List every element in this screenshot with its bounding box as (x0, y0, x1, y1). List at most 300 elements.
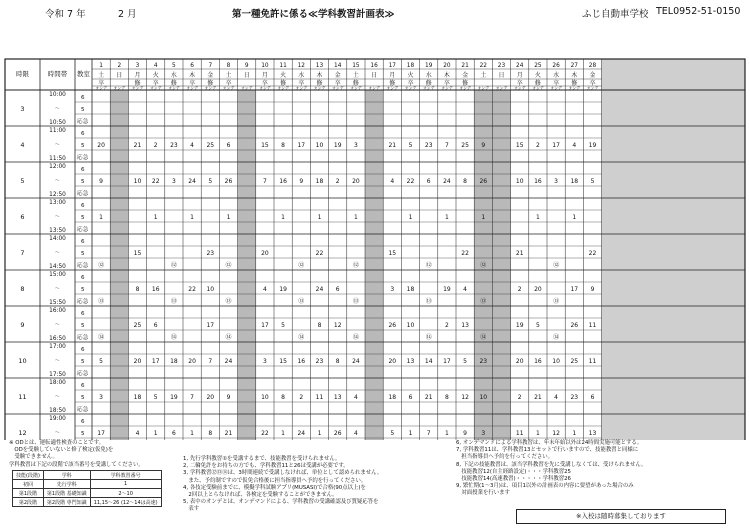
period-end: 10:50 (49, 120, 66, 126)
lesson-number: 1 (153, 214, 158, 221)
day-number: 4 (153, 63, 158, 69)
room-label: 応急 (77, 371, 89, 377)
lesson-number: 26 (388, 322, 397, 329)
time-separator: ～ (54, 106, 61, 112)
page-title: 第一種免許に係る≪学科教習計画表≫ (232, 9, 395, 20)
lesson-number: 6 (153, 322, 158, 329)
lesson-number: 10 (261, 394, 269, 401)
weekday-label: 土 (98, 72, 105, 79)
lesson-number: 17 (206, 322, 215, 329)
period-number: 11 (18, 393, 27, 401)
ondemand-label: オンデ (404, 85, 417, 91)
lesson-number: 2 (153, 142, 158, 149)
lesson-number: 20 (352, 178, 360, 185)
lesson-number: ⑫ (298, 262, 305, 269)
weekday-label: 月 (134, 72, 141, 79)
room-label: 5 (81, 395, 85, 401)
lesson-number: 12 (461, 394, 469, 401)
lesson-number: 16 (151, 286, 160, 293)
lesson-number: ⑫ (480, 262, 487, 269)
status-label: 修 (571, 80, 578, 87)
lesson-number: 1 (444, 430, 449, 437)
lesson-number: 6 (590, 394, 595, 401)
room-label: 応急 (77, 335, 89, 341)
lesson-number: 16 (534, 358, 542, 365)
ondemand-label: オンデ (95, 85, 107, 91)
day-number: 10 (261, 63, 269, 69)
lesson-number: 24 (188, 178, 196, 185)
lesson-number: 24 (443, 178, 451, 185)
status-label: 修 (170, 80, 177, 87)
lesson-number: 18 (133, 394, 142, 401)
room-label: 5 (81, 179, 85, 185)
lesson-number: 15 (279, 358, 287, 365)
lesson-number: 18 (570, 178, 579, 185)
lesson-number: 11 (515, 430, 524, 437)
period-start: 19:00 (49, 416, 66, 422)
lesson-number: 20 (388, 358, 397, 365)
lesson-number: 17 (261, 322, 269, 329)
lesson-number: 13 (406, 358, 415, 365)
ondemand-label: オンデ (550, 85, 562, 91)
lesson-number: 14 (424, 358, 433, 365)
school-name: ふじ自動車学校 (582, 9, 649, 20)
period-number: 8 (20, 285, 25, 293)
lesson-number: 18 (315, 178, 324, 185)
mid-note: 4, 各技定受験前までに、模擬学科試験アプリ(MUSASI)で合格(90点以上)を (183, 484, 366, 491)
room-label: 5 (81, 107, 85, 113)
lesson-number: 5 (463, 358, 468, 365)
ondemand-label: オンデ (477, 85, 489, 91)
room-label: 5 (81, 251, 85, 257)
lesson-number: 19 (443, 286, 451, 293)
weekday-label: 水 (170, 72, 177, 79)
ondemand-label: オンデ (423, 85, 435, 91)
lesson-number: 1 (353, 214, 358, 221)
ondemand-label: オンデ (495, 85, 508, 91)
lesson-number: 8 (317, 322, 322, 329)
status-label: 修 (534, 80, 541, 87)
ondemand-label: オンデ (368, 85, 380, 91)
time-separator: ～ (54, 178, 61, 184)
lesson-number: 26 (224, 178, 233, 185)
ondemand-label: オンデ (441, 85, 453, 91)
weekday-label: 木 (443, 72, 450, 79)
lesson-number: 20 (515, 358, 524, 365)
lesson-number: 25 (133, 322, 142, 329)
lesson-number: ⑫ (553, 262, 560, 269)
lesson-number: ⑫ (425, 262, 432, 269)
weekday-label: 日 (498, 72, 505, 79)
lesson-number: 5 (153, 394, 158, 401)
room-label: 5 (81, 215, 85, 221)
lesson-number: 19 (588, 142, 597, 149)
lesson-number: 5 (590, 178, 595, 185)
closed-day-shading (365, 90, 383, 440)
period-start: 16:00 (49, 308, 66, 314)
status-label: 卒 (589, 80, 596, 87)
room-label: 5 (81, 287, 85, 293)
lesson-number: 8 (281, 142, 286, 149)
lesson-number: 8 (463, 178, 468, 185)
room-label: 6 (81, 203, 85, 209)
weekday-label: 火 (152, 72, 159, 79)
lesson-number: 20 (534, 286, 542, 293)
weekday-label: 月 (261, 72, 268, 79)
lesson-number: 26 (479, 178, 488, 185)
lesson-number: 8 (444, 394, 449, 401)
period-end: 16:50 (49, 336, 66, 342)
day-number: 23 (497, 63, 506, 69)
lesson-number: 15 (388, 250, 397, 257)
lesson-number: ⑬ (480, 298, 487, 305)
lesson-number: 17 (151, 358, 160, 365)
lesson-number: 9 (463, 430, 468, 437)
ondemand-label: オンデ (150, 85, 162, 91)
stage-header: 学科 (43, 471, 90, 480)
middle-notes (183, 456, 382, 514)
lesson-number: 23 (479, 358, 488, 365)
stage-cell: 先行学科 (43, 480, 90, 489)
right-note: 対面授業を行います (456, 490, 510, 497)
ondemand-label: オンデ (295, 85, 307, 91)
day-number: 22 (479, 63, 487, 69)
lesson-number: ⑫ (170, 262, 177, 269)
day-number: 11 (279, 63, 287, 69)
lesson-number: 1 (317, 430, 322, 437)
lesson-number: ⑬ (225, 298, 232, 305)
lesson-number: 7 (426, 430, 431, 437)
lesson-number: 15 (261, 142, 269, 149)
lesson-number: 17 (97, 430, 105, 437)
lesson-number: ⑭ (225, 334, 232, 341)
weekday-label: 金 (589, 72, 596, 79)
status-label: 卒 (516, 80, 523, 87)
mid-note: 1, 先行学科教習①を受講するまで、技能教習を受けられません。 (183, 456, 341, 462)
lesson-number: 9 (299, 178, 304, 185)
lesson-number: 18 (406, 286, 415, 293)
lesson-number: ⑭ (425, 334, 432, 341)
weekday-label: 水 (553, 72, 560, 79)
school-phone: TEL0952-51-0150 (656, 6, 741, 17)
lesson-number: 6 (408, 394, 413, 401)
lesson-number: 18 (170, 358, 178, 365)
status-label: 修 (425, 80, 432, 87)
room-label: 応急 (77, 407, 89, 413)
day-number: 15 (352, 63, 360, 69)
lesson-number: 20 (188, 358, 196, 365)
lesson-number: 8 (208, 430, 213, 437)
lesson-number: 24 (297, 430, 306, 437)
stage-header: 技能(段階) (13, 471, 44, 480)
room-label: 5 (81, 143, 85, 149)
weekday-label: 金 (207, 72, 214, 79)
lesson-number: 1 (281, 214, 286, 221)
weekday-label: 木 (571, 72, 578, 79)
lesson-number: 20 (97, 142, 105, 149)
lesson-number: 4 (572, 142, 577, 149)
weekday-label: 土 (480, 72, 487, 79)
lesson-number: 25 (206, 142, 215, 149)
unused-area (602, 59, 745, 440)
lesson-number: 7 (190, 394, 195, 401)
day-number: 18 (406, 63, 415, 69)
day-number: 16 (370, 63, 378, 69)
lesson-number: 17 (570, 286, 579, 293)
lesson-number: 21 (388, 142, 397, 149)
lesson-number: 7 (208, 358, 213, 365)
ondemand-label: オンデ (168, 85, 180, 91)
lesson-number: 1 (281, 430, 286, 437)
lesson-number: 11 (588, 358, 597, 365)
lesson-number: 3 (390, 286, 395, 293)
lesson-number: ⑭ (352, 334, 359, 341)
lesson-number: 24 (352, 358, 360, 365)
lesson-number: 10 (552, 358, 560, 365)
month-label: 2 月 (118, 9, 137, 20)
mid-note: 2回以上とらなければ、各検定を受験することができません。 (183, 492, 338, 499)
time-separator: ～ (54, 394, 61, 400)
right-notes (456, 440, 646, 498)
lesson-number: 7 (262, 178, 267, 185)
period-start: 10:00 (49, 92, 66, 98)
day-number: 26 (552, 63, 560, 69)
lesson-number: 10 (133, 178, 142, 185)
lesson-number: 4 (353, 430, 358, 437)
room-label: 6 (81, 95, 85, 101)
lesson-number: 21 (515, 250, 524, 257)
period-start: 11:00 (49, 128, 66, 134)
weekday-label: 金 (334, 72, 341, 79)
ondemand-label: オンデ (568, 85, 580, 91)
room-label: 応急 (77, 155, 89, 161)
stage-cell: 第2段階 (13, 498, 44, 507)
lesson-number: 6 (171, 430, 176, 437)
lesson-number: ⑫ (98, 262, 105, 269)
lesson-number: 2 (517, 394, 522, 401)
time-separator: ～ (54, 214, 61, 220)
lesson-number: 1 (99, 214, 104, 221)
ondemand-label: オンデ (586, 85, 599, 91)
period-end: 13:50 (49, 228, 66, 234)
day-number: 8 (226, 63, 231, 69)
lesson-number: 3 (481, 430, 486, 437)
lesson-number: 2 (535, 142, 540, 149)
lesson-number: 4 (190, 142, 195, 149)
status-label: 卒 (98, 80, 105, 87)
lesson-number: 4 (135, 430, 140, 437)
stage-header: 学科教習番号 (90, 471, 161, 480)
day-number: 27 (570, 63, 578, 69)
lesson-number: 23 (206, 250, 215, 257)
lesson-number: 7 (444, 142, 449, 149)
lesson-number: 20 (206, 394, 215, 401)
left-note: 受験できません。 (9, 454, 58, 461)
ondemand-label: オンデ (277, 85, 289, 91)
lesson-number: 9 (590, 286, 595, 293)
right-note: 技能教習14(高速教習)・・・・・学科教習26 (456, 476, 571, 483)
lesson-number: 3 (99, 394, 104, 401)
lesson-number: 19 (279, 286, 287, 293)
lesson-number: 9 (99, 178, 104, 185)
ondemand-label: オンデ (204, 85, 216, 91)
lesson-number: 5 (390, 430, 395, 437)
weekday-label: 日 (116, 72, 123, 79)
ondemand-label: オンデ (313, 85, 326, 91)
lesson-number: 23 (315, 358, 324, 365)
weekday-label: 火 (534, 72, 541, 79)
room-label: 6 (81, 167, 85, 173)
lesson-number: 1 (535, 214, 540, 221)
day-number: 1 (99, 63, 103, 69)
right-note: 9, 繁忙期(1〜3月)は、項目1以外の計画表の内容に要望があった場合のみ (456, 483, 634, 490)
weekday-label: 水 (298, 72, 305, 79)
room-label: 応急 (77, 299, 89, 305)
lesson-number: 4 (390, 178, 395, 185)
lesson-number: ⑭ (553, 334, 560, 341)
period-end: 18:50 (49, 408, 66, 414)
time-separator: ～ (54, 142, 61, 148)
room-label: 6 (81, 347, 85, 353)
day-number: 7 (208, 63, 213, 69)
lesson-number: 4 (353, 394, 358, 401)
lesson-number: 17 (297, 142, 306, 149)
lesson-number: 18 (388, 394, 397, 401)
period-start: 18:00 (49, 380, 66, 386)
lesson-number: 19 (333, 142, 342, 149)
closed-day-shading (238, 90, 256, 440)
lesson-number: 1 (317, 214, 322, 221)
period-number: 5 (20, 177, 25, 185)
weekday-label: 土 (225, 72, 232, 79)
period-start: 14:00 (49, 236, 66, 242)
room-label: 6 (81, 239, 85, 245)
room-label: 6 (81, 383, 85, 389)
lesson-number: ⑬ (425, 298, 432, 305)
lesson-number: 1 (535, 430, 540, 437)
lesson-number: 1 (444, 214, 449, 221)
lesson-number: 22 (261, 430, 269, 437)
lesson-number: 11 (588, 322, 597, 329)
lesson-number: 10 (406, 322, 415, 329)
mid-note: 表す (183, 506, 200, 513)
lesson-number: 5 (408, 142, 413, 149)
right-note: 担当指導員へ予約を行ってください。 (456, 454, 554, 461)
day-number: 2 (117, 63, 122, 69)
lesson-number: ⑫ (352, 262, 359, 269)
room-label: 応急 (77, 263, 89, 269)
stage-cell: 1 (90, 480, 161, 489)
period-start: 17:00 (49, 344, 66, 350)
left-note: 学科教習は下記の段階で該当番号を受講してください。 (9, 461, 144, 468)
day-number: 5 (172, 63, 176, 69)
weekday-label: 日 (371, 72, 378, 79)
stage-cell: 2〜10 (90, 489, 161, 498)
stage-cell: 第1段階 基礎知識 (43, 489, 90, 498)
lesson-number: ⑭ (298, 334, 305, 341)
lesson-number: ⑬ (298, 298, 305, 305)
mid-note: 2, 二輪免許をお持ちの方でも、学科教習11と26は受講が必要です。 (183, 463, 349, 470)
lesson-number: ⑬ (553, 298, 560, 305)
mid-note: 3, 学科教習⑫⑬⑭は、3時間連続で受講しなければ、単位として認められません。 (183, 470, 383, 477)
right-note: 技能教習12(自主経路設定)・・・学科教習25 (456, 468, 571, 475)
day-number: 28 (588, 63, 597, 69)
room-label: 6 (81, 311, 85, 317)
lesson-number: 1 (572, 430, 577, 437)
day-number: 25 (534, 63, 542, 69)
lesson-number: 10 (479, 394, 488, 401)
lesson-number: 12 (333, 322, 342, 329)
stage-cell: 初回 (13, 480, 44, 489)
lesson-number: 4 (463, 286, 468, 293)
lesson-number: 24 (224, 358, 233, 365)
day-number: 19 (425, 63, 433, 69)
lesson-number: 23 (170, 142, 178, 149)
stage-cell: 第1段階 (13, 489, 44, 498)
period-number: 10 (18, 357, 27, 365)
lesson-number: 26 (333, 430, 342, 437)
day-number: 6 (190, 63, 194, 69)
ondemand-label: オンデ (186, 85, 198, 91)
closed-day-shading (110, 90, 128, 440)
lesson-number: 5 (281, 322, 286, 329)
lesson-number: ⑫ (225, 262, 232, 269)
lesson-number: 16 (279, 178, 287, 185)
period-start: 12:00 (49, 164, 66, 170)
lesson-number: 1 (572, 214, 577, 221)
room-label: 5 (81, 431, 85, 437)
lesson-number: 22 (406, 178, 415, 185)
room-header: 教室 (77, 70, 90, 78)
lesson-number: 10 (515, 178, 524, 185)
period-header: 時限 (16, 70, 29, 78)
room-label: 応急 (77, 191, 89, 197)
right-note: 6, オンデマンドによる学科教習は、年末年始以外は24時間実施可能とする。 (456, 440, 643, 446)
right-note: 8, 下記の技能教習は、該当学科教習を先に受講しなくては、受けられません。 (456, 461, 647, 468)
lesson-number: 4 (262, 286, 267, 293)
mid-note: また、予約制ですので仮免合格後に担当指導員へ予約を行ってください。 (183, 477, 367, 484)
status-label: 卒 (553, 80, 560, 87)
period-start: 15:00 (49, 272, 66, 278)
weekday-label: 日 (243, 72, 250, 79)
lesson-number: 9 (481, 142, 486, 149)
time-header: 時間帯 (47, 70, 68, 78)
time-separator: ～ (54, 286, 61, 292)
weekday-label: 火 (407, 72, 414, 79)
lesson-number: 10 (315, 142, 324, 149)
time-separator: ～ (54, 430, 61, 436)
period-number: 6 (20, 213, 25, 221)
lesson-number: 6 (426, 178, 431, 185)
period-end: 11:50 (49, 156, 66, 162)
weekday-label: 土 (352, 72, 359, 79)
status-label: 卒 (261, 80, 268, 87)
lesson-number: 1 (226, 214, 231, 221)
lesson-number: 23 (424, 142, 433, 149)
lesson-number: 8 (335, 358, 340, 365)
weekday-label: 水 (425, 72, 432, 79)
lesson-number: 13 (588, 430, 597, 437)
weekday-label: 木 (189, 72, 196, 79)
room-label: 5 (81, 323, 85, 329)
period-end: 14:50 (49, 264, 66, 270)
day-number: 14 (334, 63, 342, 69)
lesson-number: 22 (461, 250, 469, 257)
lesson-number: 8 (135, 286, 140, 293)
lesson-number: 2 (517, 286, 522, 293)
lesson-number: 3 (353, 142, 358, 149)
lesson-number: ⑬ (352, 298, 359, 305)
